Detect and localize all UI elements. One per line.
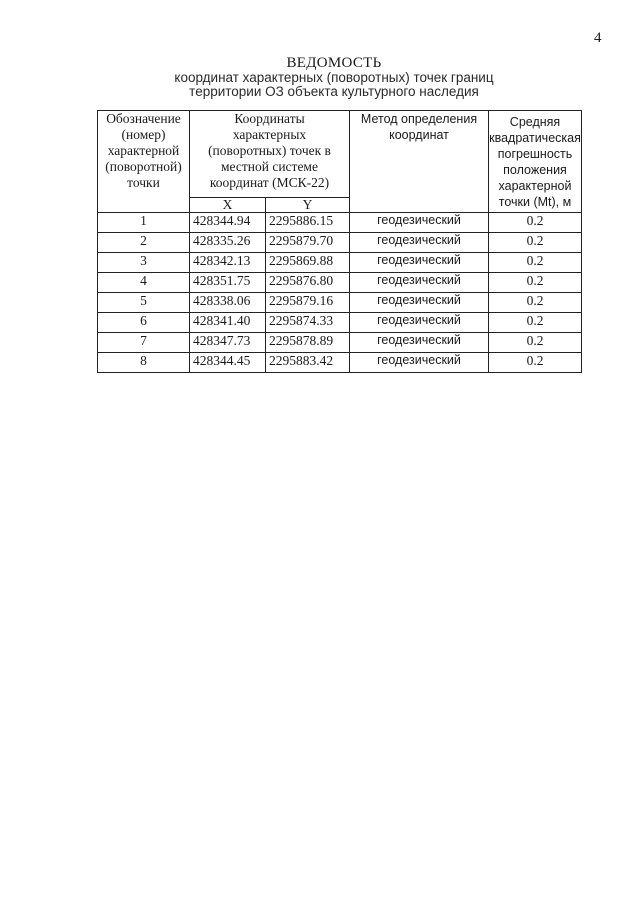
header-x: X [190,198,266,213]
table-row [98,233,582,253]
table-row [98,333,582,353]
method: геодезический [350,293,489,313]
coord-x: 428347.73 [190,333,266,353]
table-row [98,273,582,293]
coord-y: 2295869.88 [266,253,350,273]
point-number: 8 [98,353,190,373]
coord-x: 428344.94 [190,213,266,233]
coord-x: 428344.45 [190,353,266,373]
point-number: 5 [98,293,190,313]
coord-y: 2295886.15 [266,213,350,233]
mean-error: 0.2 [489,213,582,233]
point-number: 6 [98,313,190,333]
method: геодезический [350,353,489,373]
point-number: 3 [98,253,190,273]
table-row [98,313,582,333]
mean-error: 0.2 [489,313,582,333]
page-number: 4 [594,30,602,46]
point-number: 4 [98,273,190,293]
point-number: 7 [98,333,190,353]
mean-error: 0.2 [489,293,582,313]
method: геодезический [350,313,489,333]
document-title: ВЕДОМОСТЬ [286,55,382,71]
coord-x: 428341.40 [190,313,266,333]
document-subtitle-line-1: координат характерных (поворотных) точек границ [174,70,494,85]
point-number: 2 [98,233,190,253]
mean-error: 0.2 [489,233,582,253]
method: геодезический [350,213,489,233]
method: геодезический [350,233,489,253]
table-row [98,353,582,373]
coord-y: 2295883.42 [266,353,350,373]
coord-x: 428338.06 [190,293,266,313]
document-subtitle-line-2: территории ОЗ объекта культурного наследия [189,84,479,99]
method: геодезический [350,253,489,273]
mean-error: 0.2 [489,253,582,273]
method: геодезический [350,273,489,293]
coord-x: 428335.26 [190,233,266,253]
table-row [98,253,582,273]
table-row [98,213,582,233]
table-row [98,293,582,313]
header-point-designation: Обозначение (номер) характерной (поворотной) точки [98,111,190,213]
mean-error: 0.2 [489,273,582,293]
coord-y: 2295874.33 [266,313,350,333]
coord-y: 2295876.80 [266,273,350,293]
coordinates-table [97,110,582,373]
method: геодезический [350,333,489,353]
point-number: 1 [98,213,190,233]
header-coordinates: Координаты характерных (поворотных) точек в местной системе координат (МСК-22) [190,111,350,198]
header-y: Y [266,198,350,213]
header-mean-error: Средняя квадратическая погрешность положения характерной точки (Mt), м [489,111,582,213]
coord-x: 428342.13 [190,253,266,273]
coord-x: 428351.75 [190,273,266,293]
coord-y: 2295879.70 [266,233,350,253]
title-block [100,55,568,99]
coord-y: 2295879.16 [266,293,350,313]
coord-y: 2295878.89 [266,333,350,353]
mean-error: 0.2 [489,353,582,373]
mean-error: 0.2 [489,333,582,353]
header-method: Метод определения координат [350,111,489,213]
